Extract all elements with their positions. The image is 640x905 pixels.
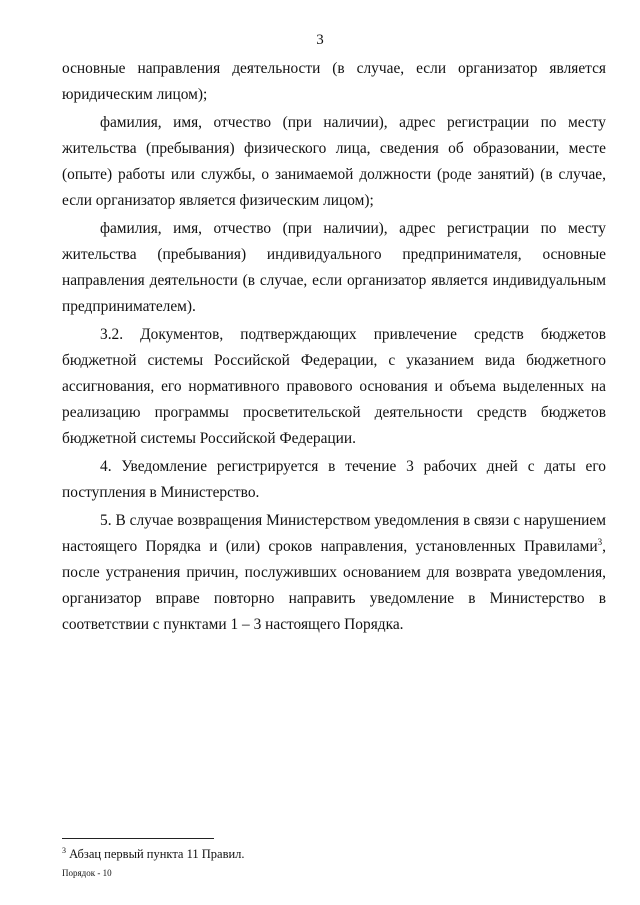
document-body xyxy=(62,56,606,638)
paragraph-item-4: 4. Уведомление регистрируется в течение 3 рабочих дней с даты его поступления в Министерство. xyxy=(62,458,606,501)
footnote xyxy=(62,846,245,862)
page-number: 3 xyxy=(316,32,324,48)
item-5-text-end: , после устранения причин, послуживших основанием для возврата уведомления, организатор вправе повторно направить уведомление в Министерство в соответствии с пунктами 1 – 3 настоящего Порядка. xyxy=(62,538,606,633)
paragraph-legal-entity-directions: основные направления деятельности (в случае, если организатор является юридическим лицом); xyxy=(62,60,606,103)
paragraph-entrepreneur-info: фамилия, имя, отчество (при наличии), адрес регистрации по месту жительства (пребывания) индивидуального предпринимателя, основные направления деятельности (в случае, если организатор является индивидуальным предпринимателем). xyxy=(62,220,606,315)
item-5-text-start: 5. В случае возвращения Министерством уведомления в связи с нарушением настоящего Порядка и (или) сроков направления, установленных Правилами xyxy=(62,512,606,555)
footnote-marker: 3 xyxy=(62,845,66,855)
paragraph-individual-info: фамилия, имя, отчество (при наличии), адрес регистрации по месту жительства (пребывания) физического лица, сведения об образовании, месте (опыте) работы или службы, о занимаемой должности (роде занятий) (в случае, если организатор является физическим лицом); xyxy=(62,114,606,209)
paragraph-item-3-2: 3.2. Документов, подтверждающих привлечение средств бюджетов бюджетной системы Российской Федерации, с указанием вида бюджетного ассигнования, его нормативного правового основания и объема выделенных на реализацию программы просветительской деятельности средств бюджетов бюджетной системы Российской Федерации. xyxy=(62,326,606,447)
paragraph-item-5 xyxy=(62,508,606,638)
footnote-reference: 3 xyxy=(597,536,603,547)
footnote-text: Абзац первый пункта 11 Правил. xyxy=(66,847,245,861)
footnote-separator xyxy=(62,838,214,839)
document-code: Порядок - 10 xyxy=(62,868,112,878)
